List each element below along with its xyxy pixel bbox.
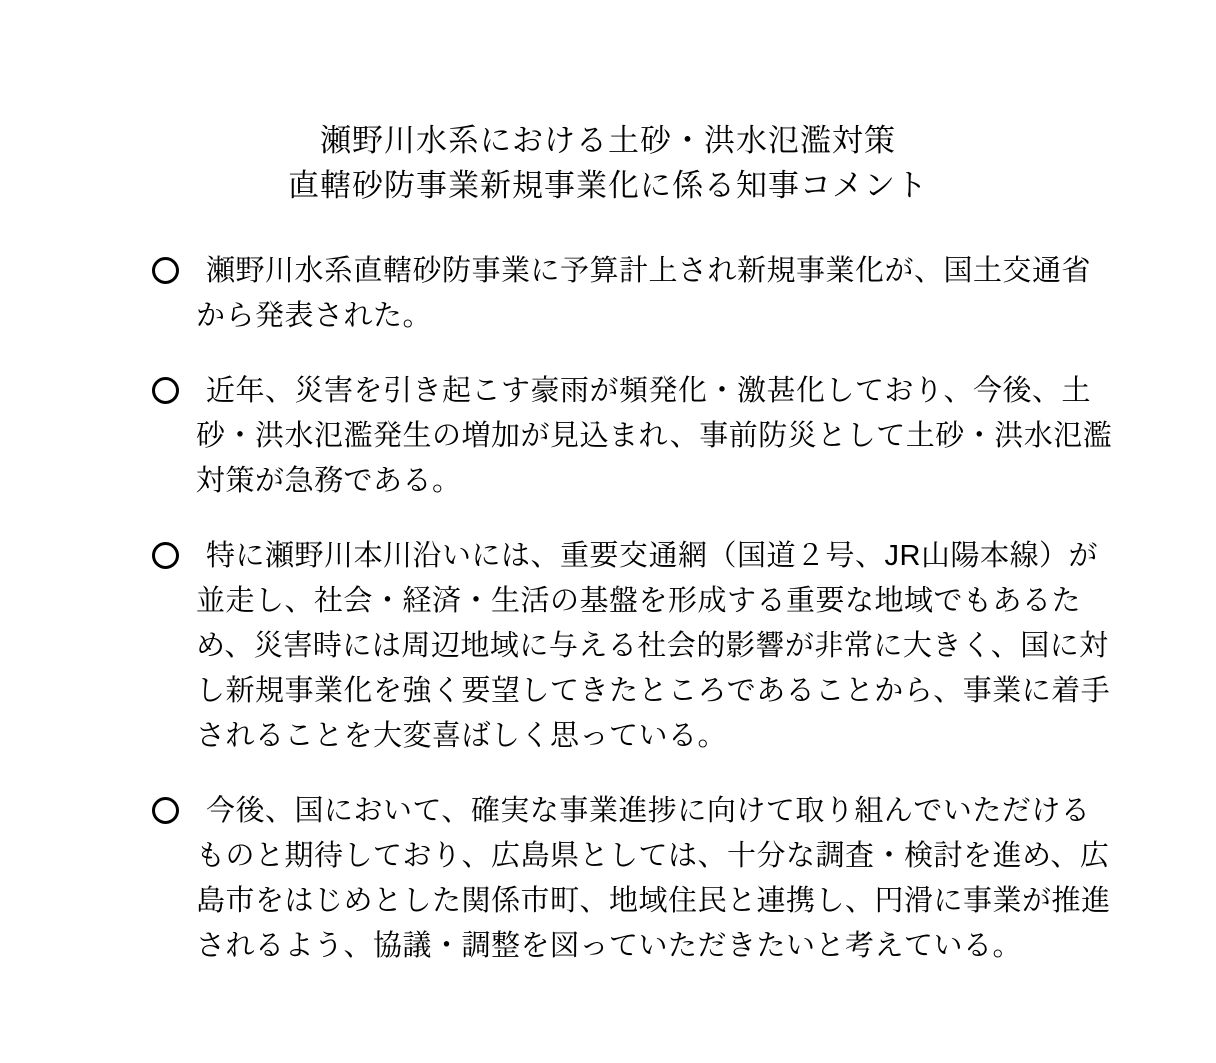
circle-bullet-icon [152, 377, 179, 404]
bullet-paragraph-1 [152, 249, 1216, 339]
document-title [40, 118, 1176, 208]
bullet-paragraph-2 [152, 369, 1216, 504]
paragraph-text [196, 534, 1111, 759]
bullet-paragraph-4 [152, 789, 1216, 969]
paragraph-line: ものと期待しており、広島県としては、十分な調査・検討を進め、広 [196, 840, 1110, 872]
paragraph-text [196, 249, 1106, 339]
paragraph-line: 今後、国において、確実な事業進捗に向けて取り組んでいただける [206, 795, 1091, 827]
bullet-cell [152, 369, 196, 404]
circle-bullet-icon [152, 542, 179, 569]
paragraph-text [196, 789, 1111, 969]
bullet-cell [152, 789, 196, 824]
paragraph-line: め、災害時には周辺地域に与える社会的影響が非常に大きく、国に対 [196, 630, 1109, 662]
paragraph-line: 対策が急務である。 [196, 465, 462, 497]
circle-bullet-icon [152, 797, 179, 824]
paragraph-line: から発表された。 [196, 300, 433, 332]
bullet-cell [152, 534, 196, 569]
paragraph-line: 瀬野川水系直轄砂防事業に予算計上され新規事業化が、国土交通省 [206, 255, 1092, 287]
paragraph-line: 並走し、社会・経済・生活の基盤を形成する重要な地域でもあるた [196, 585, 1082, 617]
title-line-2: 直轄砂防事業新規事業化に係る知事コメント [288, 168, 928, 203]
paragraph-line: されるよう、協議・調整を図っていただきたいと考えている。 [196, 930, 1023, 962]
bullet-paragraph-3 [152, 534, 1216, 759]
bullet-cell [152, 249, 196, 284]
title-line-1: 瀬野川水系における土砂・洪水氾濫対策 [320, 123, 896, 158]
paragraph-line: し新規事業化を強く要望してきたところであることから、事業に着手 [196, 675, 1111, 707]
circle-bullet-icon [152, 257, 179, 284]
paragraph-line: 島市をはじめとした関係市町、地域住民と連携し、円滑に事業が推進 [196, 885, 1111, 917]
paragraph-text [196, 369, 1113, 504]
paragraph-line: されることを大変喜ばしく思っている。 [196, 720, 728, 752]
paragraph-line: 砂・洪水氾濫発生の増加が見込まれ、事前防災として土砂・洪水氾濫 [196, 420, 1113, 452]
paragraph-line: 特に瀬野川本川沿いには、重要交通網（国道２号、JR山陽本線）が [206, 540, 1098, 572]
paragraph-line: 近年、災害を引き起こす豪雨が頻発化・激甚化しており、今後、土 [206, 375, 1092, 407]
